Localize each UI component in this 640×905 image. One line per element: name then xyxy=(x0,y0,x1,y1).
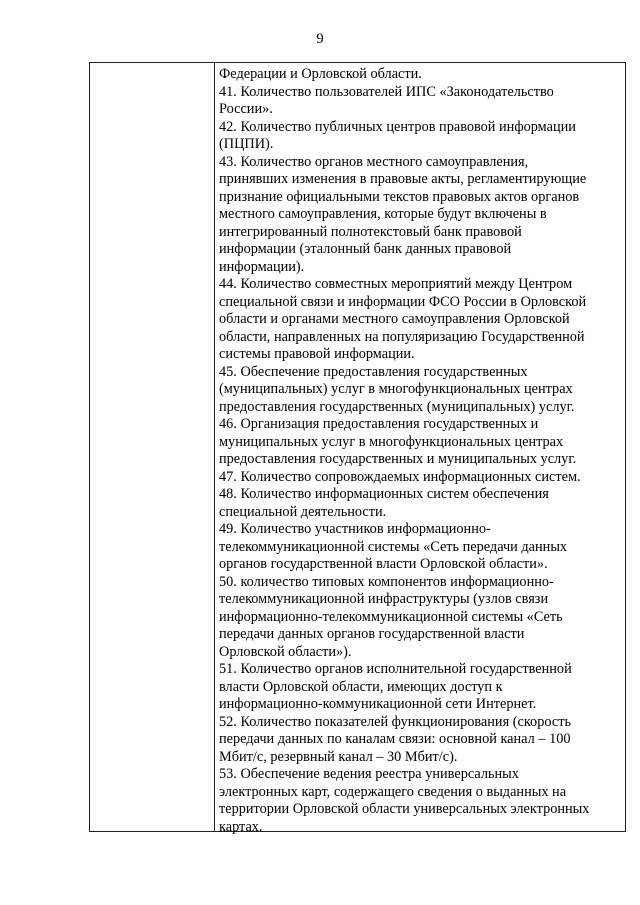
text-line: 49. Количество участников информационно- xyxy=(219,521,491,537)
text-line: 45. Обеспечение предоставления государственных xyxy=(219,363,528,380)
text-line: (муниципальных) услуг в многофункциональных центрах xyxy=(219,381,573,397)
text-line: электронных карт, содержащего сведения о выданных на xyxy=(219,783,567,800)
text-line: информационно-коммуникационной сети Интернет. xyxy=(219,696,537,712)
text-line: передачи данных органов государственной власти xyxy=(219,626,525,642)
table-cell-right xyxy=(219,66,619,836)
table-cell-left xyxy=(90,63,214,831)
text-line: признание официальными текстов правовых актов органов xyxy=(219,188,580,205)
text-line: предоставления государственных и муниципальных услуг. xyxy=(219,451,577,467)
text-line: 43. Количество органов местного самоуправления, xyxy=(219,153,529,170)
text-line: системы правовой информации. xyxy=(219,346,415,362)
text-line: 44. Количество совместных мероприятий между Центром xyxy=(219,276,573,292)
text-line: специальной деятельности. xyxy=(219,503,387,520)
text-line: информации). xyxy=(219,258,305,275)
text-line: передачи данных по каналам связи: основной канал – 100 xyxy=(219,731,571,747)
text-line: власти Орловской области, имеющих доступ к xyxy=(219,678,503,695)
page-number: 9 xyxy=(316,31,324,47)
text-line: Мбит/с, резервный канал – 30 Мбит/с). xyxy=(219,748,458,765)
text-line: 48. Количество информационных систем обеспечения xyxy=(219,486,549,502)
text-line: телекоммуникационной инфраструктуры (узлов связи xyxy=(219,591,549,607)
text-line: картах. xyxy=(219,818,263,835)
text-line: информации (эталонный банк данных правовой xyxy=(219,241,512,257)
text-line: интегрированный полнотекстовый банк правовой xyxy=(219,223,522,240)
text-line: местного самоуправления, которые будут включены в xyxy=(219,206,547,222)
text-line: России». xyxy=(219,101,273,117)
text-line: 52. Количество показателей функционирования (скорость xyxy=(219,713,571,730)
text-line: области, направленных на популяризацию Государственной xyxy=(219,328,585,345)
text-line: специальной связи и информации ФСО России в Орловской xyxy=(219,293,587,310)
text-line: предоставления государственных (муниципальных) услуг. xyxy=(219,398,575,415)
column-divider xyxy=(214,63,215,831)
text-line: 41. Количество пользователей ИПС «Законодательство xyxy=(219,83,554,100)
text-line: Федерации и Орловской области. xyxy=(219,66,422,82)
text-line: Орловской области»). xyxy=(219,643,352,660)
text-line: территории Орловской области универсальных электронных xyxy=(219,801,590,817)
document-table xyxy=(89,62,626,835)
text-line: 46. Организация предоставления государственных и xyxy=(219,416,539,432)
text-line: телекоммуникационной системы «Сеть передачи данных xyxy=(219,538,568,555)
text-line: области и органами местного самоуправления Орловской xyxy=(219,311,570,327)
text-line: 53. Обеспечение ведения реестра универсальных xyxy=(219,766,519,782)
text-line: муниципальных услуг в многофункциональных центрах xyxy=(219,433,564,450)
text-line: принявших изменения в правовые акты, регламентирующие xyxy=(219,171,587,187)
text-line: 47. Количество сопровождаемых информационных систем. xyxy=(219,468,581,485)
text-line: 51. Количество органов исполнительной государственной xyxy=(219,661,572,677)
text-line: органов государственной власти Орловской области». xyxy=(219,556,548,572)
text-line: 50. количество типовых компонентов информационно- xyxy=(219,573,554,590)
text-line: информационно-телекоммуникационной системы «Сеть xyxy=(219,608,563,625)
text-line: 42. Количество публичных центров правовой информации xyxy=(219,118,576,135)
text-line: (ПЦПИ). xyxy=(219,136,274,152)
